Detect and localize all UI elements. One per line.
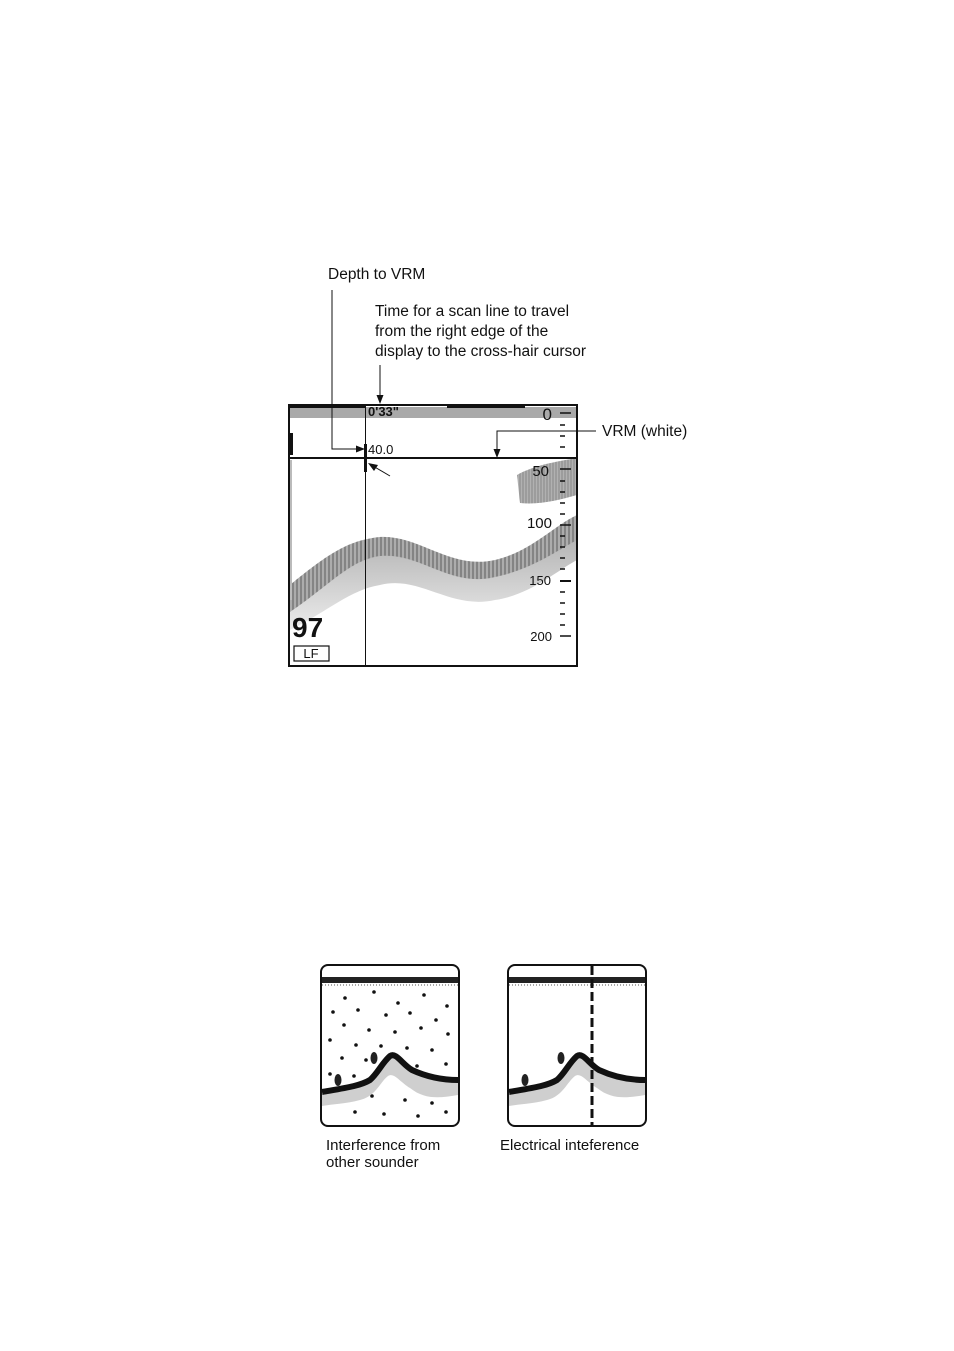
- callout-scan-time-line-2: from the right edge of the: [375, 323, 549, 340]
- callout-vrm: VRM (white): [602, 423, 688, 440]
- interference-panel-electrical: [508, 965, 646, 1126]
- mode-label: LF: [303, 646, 319, 661]
- caption-other-sounder-line-1: Interference from: [326, 1137, 441, 1154]
- callout-depth-to-vrm: Depth to VRM: [328, 266, 426, 283]
- caption-other-sounder: [326, 1137, 440, 1171]
- scale-label-0: 0: [542, 405, 552, 424]
- scale-label-100: 100: [526, 515, 552, 532]
- scale-label-200: 200: [530, 629, 552, 644]
- vrm-depth-readout: 40.0: [368, 442, 394, 457]
- caption-other-sounder-line-2: other sounder: [326, 1154, 419, 1171]
- caption-electrical: Electrical inteference: [500, 1137, 640, 1154]
- scan-time-readout: 0'33": [368, 404, 399, 419]
- scale-label-150: 150: [529, 573, 551, 588]
- depth-readout: 97: [292, 612, 324, 643]
- callout-scan-time-line-3: display to the cross-hair cursor: [375, 343, 587, 360]
- callout-scan-time-line-1: Time for a scan line to travel: [375, 303, 570, 320]
- time-bar: [290, 407, 577, 418]
- interference-panel-other-sounder: [321, 965, 459, 1126]
- scale-label-50: 50: [532, 463, 549, 480]
